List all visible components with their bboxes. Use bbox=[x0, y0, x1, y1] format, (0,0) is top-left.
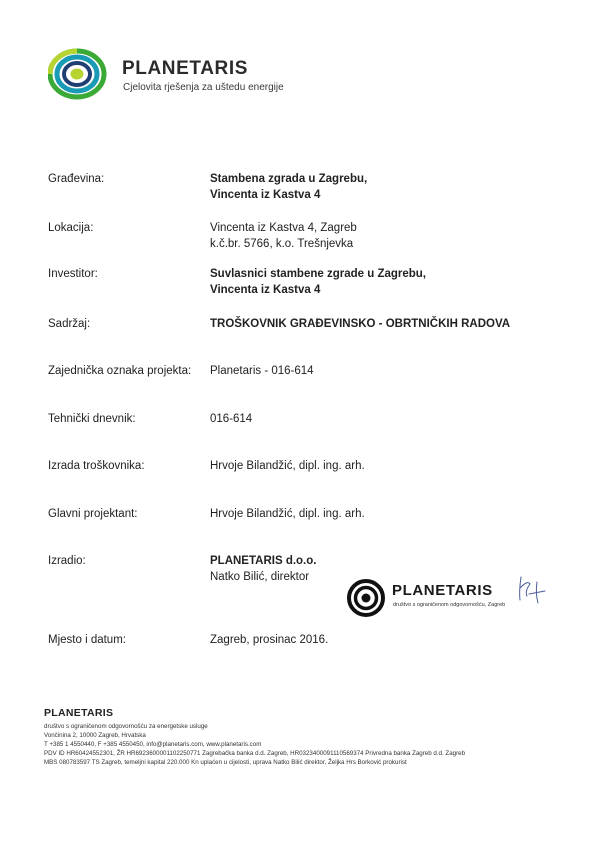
value-gradevina bbox=[210, 171, 367, 203]
value-mjesto-datum bbox=[210, 632, 328, 648]
value-line: k.č.br. 5766, k.o. Trešnjevka bbox=[210, 238, 354, 250]
label-tehnicki-dnevnik: Tehnički dnevnik: bbox=[48, 413, 136, 425]
value-oznaka-projekta bbox=[210, 363, 314, 379]
stamp-name: PLANETARIS bbox=[392, 582, 493, 599]
value-line: Natko Bilić, direktor bbox=[210, 571, 310, 583]
footer-line: društvo s ograničenom odgovornošću za energetske usluge bbox=[44, 723, 208, 730]
value-glavni-projektant bbox=[210, 506, 365, 522]
value-line: Suvlasnici stambene zgrade u Zagrebu, bbox=[210, 268, 427, 280]
label-sadrzaj: Sadržaj: bbox=[48, 318, 91, 330]
value-line: Planetaris - 016-614 bbox=[210, 365, 314, 377]
handwritten-signature bbox=[515, 574, 549, 606]
planetaris-logo-icon bbox=[48, 48, 110, 100]
planetaris-logo bbox=[48, 48, 288, 100]
label-izrada-troskovnika: Izrada troškovnika: bbox=[48, 460, 145, 472]
value-line: Hrvoje Bilandžić, dipl. ing. arh. bbox=[210, 508, 365, 520]
label-mjesto-datum: Mjesto i datum: bbox=[48, 634, 126, 646]
value-lokacija bbox=[210, 220, 357, 252]
footer-company-name: PLANETARIS bbox=[44, 707, 114, 719]
value-line: Vincenta iz Kastva 4 bbox=[210, 189, 321, 201]
logo-tagline: Cjelovita rješenja za uštedu energije bbox=[123, 82, 284, 93]
company-footer bbox=[44, 707, 564, 767]
value-sadrzaj bbox=[210, 316, 510, 332]
value-line: Zagreb, prosinac 2016. bbox=[210, 634, 329, 646]
value-line: Hrvoje Bilandžić, dipl. ing. arh. bbox=[210, 460, 365, 472]
footer-line: Vončinina 2, 10000 Zagreb, Hrvatska bbox=[44, 732, 146, 739]
label-lokacija: Lokacija: bbox=[48, 222, 94, 234]
stamp-subtitle: društvo s ograničenom odgovornošću, Zagreb bbox=[393, 602, 506, 608]
label-oznaka-projekta: Zajednička oznaka projekta: bbox=[48, 365, 192, 377]
value-line: TROŠKOVNIK GRAĐEVINSKO - OBRTNIČKIH RADOVA bbox=[210, 318, 511, 330]
value-line: Vincenta iz Kastva 4, Zagreb bbox=[210, 222, 357, 234]
footer-line: PDV ID HR60424552301, ŽR HR6923600001102250771 Zagrebačka banka d.d. Zagreb, HR0323400091110569374 Privredna banka Zagreb d.d. Zagreb bbox=[44, 750, 466, 757]
value-line: PLANETARIS d.o.o. bbox=[210, 555, 317, 567]
stamp-logo-icon bbox=[346, 578, 386, 618]
value-line: Vincenta iz Kastva 4 bbox=[210, 284, 321, 296]
value-izradio bbox=[210, 553, 316, 585]
footer-line: MBS 080783597 TS Zagreb, temeljni kapital 220.000 Kn uplaćen u cijelosti, uprava Natko Bilić direktor, Željka Hrs Borković prokurist bbox=[44, 759, 407, 766]
label-izradio: Izradio: bbox=[48, 555, 86, 567]
label-glavni-projektant: Glavni projektant: bbox=[48, 508, 138, 520]
logo-name: PLANETARIS bbox=[122, 58, 248, 79]
value-line: Stambena zgrada u Zagrebu, bbox=[210, 173, 368, 185]
value-tehnicki-dnevnik bbox=[210, 411, 252, 427]
value-izrada-troskovnika bbox=[210, 458, 365, 474]
value-line: 016-614 bbox=[210, 413, 253, 425]
label-investitor: Investitor: bbox=[48, 268, 98, 280]
label-gradevina: Građevina: bbox=[48, 173, 105, 185]
footer-line: T +385 1 4550440, F +385 4550450, info@planetaris.com, www.planetaris.com bbox=[44, 741, 262, 748]
value-investitor bbox=[210, 266, 426, 298]
